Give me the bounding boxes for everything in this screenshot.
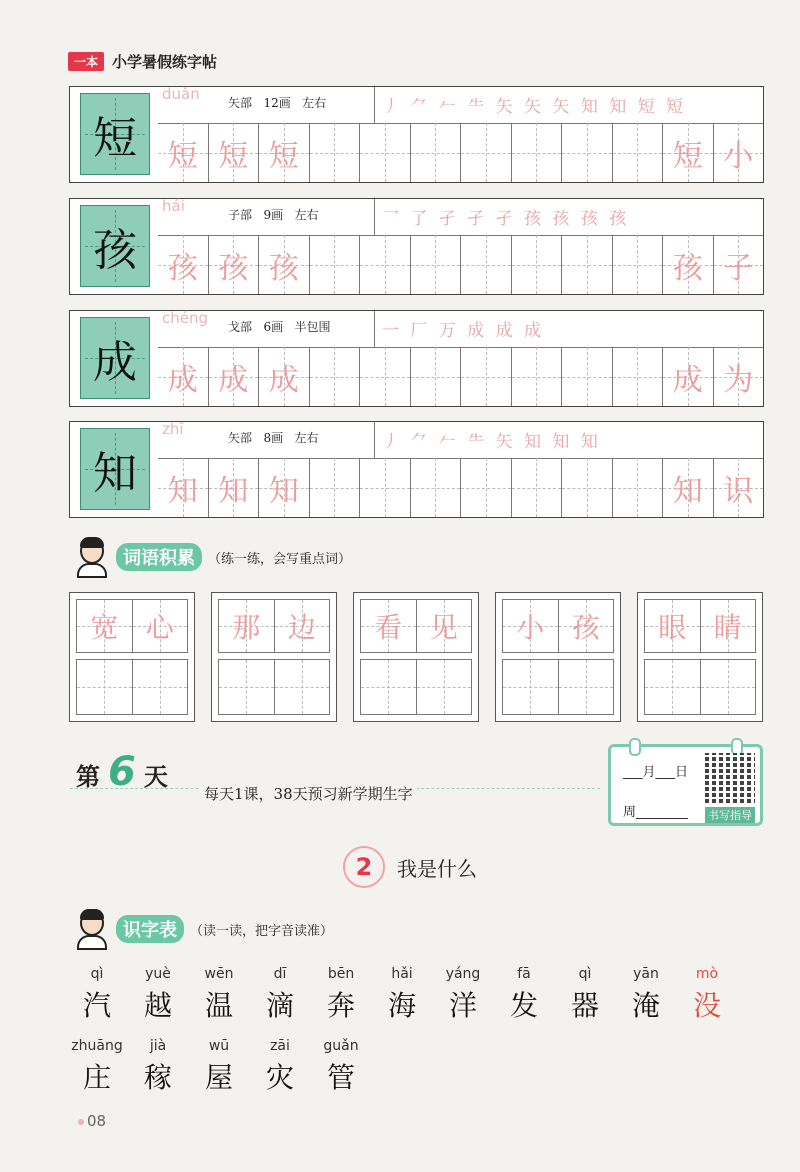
pinyin: hǎi — [391, 966, 413, 982]
writing-cell[interactable] — [275, 659, 331, 715]
writing-cell[interactable] — [158, 347, 208, 406]
literacy-section-header — [72, 908, 333, 950]
literacy-character — [306, 1038, 376, 1096]
literacy-character — [184, 966, 254, 1024]
pinyin: wēn — [204, 966, 234, 982]
boy-mascot-icon — [72, 908, 112, 950]
trace-word-character: 为 — [723, 362, 754, 398]
pinyin: yān — [633, 966, 659, 982]
literacy-label: 识字表 — [116, 915, 184, 943]
trace-word-character: 子 — [723, 250, 754, 286]
writing-cell[interactable] — [713, 458, 764, 517]
vocab-word-box — [353, 592, 479, 722]
pinyin: fā — [517, 966, 531, 982]
literacy-character — [306, 966, 376, 1024]
pinyin: jià — [149, 1038, 167, 1054]
trace-cell[interactable] — [644, 599, 701, 653]
literacy-character — [245, 1038, 315, 1096]
trace-character: 短 — [218, 138, 249, 174]
writing-cell[interactable] — [511, 347, 562, 406]
trace-word-character: 小 — [723, 138, 754, 174]
qr-code-icon[interactable] — [705, 753, 755, 803]
char-practice-card — [69, 198, 764, 295]
weekday-field: 周________ — [623, 805, 689, 820]
trace-character: 短 — [268, 138, 299, 174]
trace-character: 孩 — [571, 611, 600, 644]
writing-cell[interactable] — [359, 235, 410, 294]
stroke-order: 一 厂 万 成 成 成 — [382, 321, 545, 341]
character: 汽 — [82, 989, 111, 1022]
trace-word-character: 成 — [672, 362, 703, 398]
trace-cell[interactable] — [502, 599, 559, 653]
writing-cell[interactable] — [309, 347, 360, 406]
ring-icon — [629, 738, 641, 756]
vocab-label: 词语积累 — [116, 543, 202, 571]
vocab-word-box — [69, 592, 195, 722]
radical-strokes-structure: 矢部 12画 左右 — [228, 96, 327, 110]
writing-cell[interactable] — [360, 659, 417, 715]
character: 器 — [570, 989, 599, 1022]
writing-cell[interactable] — [612, 235, 663, 294]
vocab-word-box — [637, 592, 763, 722]
writing-cell[interactable] — [559, 659, 615, 715]
writing-cell[interactable] — [612, 347, 663, 406]
trace-character: 知 — [268, 473, 299, 509]
model-character: 成 — [80, 317, 150, 399]
model-character: 孩 — [80, 205, 150, 287]
writing-cell[interactable] — [208, 235, 259, 294]
trace-cell[interactable] — [559, 599, 615, 653]
writing-cell[interactable] — [133, 659, 189, 715]
writing-cell[interactable] — [561, 458, 612, 517]
pinyin: yuè — [145, 966, 171, 982]
char-info-row — [158, 311, 763, 348]
book-title: 小学暑假练字帖 — [112, 52, 218, 71]
writing-grid — [158, 123, 763, 182]
radical-strokes-structure: 戈部 6画 半包围 — [228, 320, 331, 334]
char-practice-card — [69, 421, 764, 518]
stroke-order: 乛 了 孑 孑 孑 孩 孩 孩 孩 — [382, 209, 630, 229]
trace-cell[interactable] — [360, 599, 417, 653]
pinyin: dī — [273, 966, 287, 982]
writing-cell[interactable] — [417, 659, 473, 715]
trace-character: 孩 — [167, 250, 198, 286]
writing-cell[interactable] — [662, 347, 713, 406]
date-field: ___月___日 — [623, 765, 689, 780]
character: 滴 — [265, 989, 294, 1022]
trace-character: 睛 — [713, 611, 742, 644]
writing-cell[interactable] — [511, 123, 562, 182]
trace-character: 看 — [374, 611, 403, 644]
writing-cell[interactable] — [359, 458, 410, 517]
trace-character: 见 — [429, 611, 458, 644]
character: 淹 — [631, 989, 660, 1022]
trace-word-character: 孩 — [672, 250, 703, 286]
pinyin: duǎn — [162, 85, 200, 103]
trace-character: 那 — [232, 611, 261, 644]
writing-cell[interactable] — [410, 458, 461, 517]
writing-cell[interactable] — [309, 235, 360, 294]
vocab-word-box — [211, 592, 337, 722]
trace-cell[interactable] — [417, 599, 473, 653]
pinyin: zāi — [270, 1038, 290, 1054]
day-number: 6 — [108, 749, 136, 795]
char-info-row — [158, 422, 763, 459]
trace-cell[interactable] — [133, 599, 189, 653]
character: 灾 — [265, 1061, 294, 1094]
writing-cell[interactable] — [460, 347, 511, 406]
writing-cell[interactable] — [258, 347, 309, 406]
literacy-character — [184, 1038, 254, 1096]
character: 越 — [143, 989, 172, 1022]
character: 温 — [204, 989, 233, 1022]
literacy-character — [123, 1038, 193, 1096]
radical-strokes-structure: 矢部 8画 左右 — [228, 431, 319, 445]
character: 没 — [692, 989, 721, 1022]
character: 洋 — [448, 989, 477, 1022]
writing-cell[interactable] — [662, 235, 713, 294]
trace-character: 孩 — [218, 250, 249, 286]
literacy-character — [62, 1038, 132, 1096]
writing-cell[interactable] — [561, 123, 612, 182]
writing-cell[interactable] — [258, 235, 309, 294]
pinyin: hái — [162, 197, 185, 215]
char-practice-card — [69, 310, 764, 407]
vocab-word-box — [495, 592, 621, 722]
writing-cell[interactable] — [713, 235, 764, 294]
pinyin: qì — [578, 966, 592, 982]
writing-cell[interactable] — [561, 347, 612, 406]
writing-grid — [158, 235, 763, 294]
writing-cell[interactable] — [612, 458, 663, 517]
character: 屋 — [204, 1061, 233, 1094]
writing-cell[interactable] — [218, 659, 275, 715]
writing-cell[interactable] — [208, 123, 259, 182]
lesson-name: 我是什么 — [397, 856, 477, 881]
writing-cell[interactable] — [410, 347, 461, 406]
stroke-order: 丿 ⺈ 𠂉 ⺧ 矢 知 知 知 — [382, 432, 601, 452]
writing-cell[interactable] — [359, 123, 410, 182]
writing-cell[interactable] — [713, 123, 764, 182]
day-subtitle: 每天1课，38天预习新学期生字 — [200, 783, 417, 804]
char-info-row — [158, 87, 763, 124]
writing-cell[interactable] — [612, 123, 663, 182]
page-header — [68, 50, 217, 72]
trace-cell[interactable] — [76, 599, 133, 653]
pinyin: zhī — [162, 420, 184, 438]
writing-cell[interactable] — [410, 235, 461, 294]
pinyin: zhuāng — [71, 1038, 123, 1054]
writing-cell[interactable] — [258, 123, 309, 182]
pinyin: wū — [208, 1038, 230, 1054]
char-info-row — [158, 199, 763, 236]
writing-cell[interactable] — [713, 347, 764, 406]
literacy-character — [245, 966, 315, 1024]
literacy-character — [428, 966, 498, 1024]
pinyin: mò — [695, 966, 719, 982]
pinyin: guǎn — [323, 1038, 359, 1054]
writing-cell[interactable] — [511, 235, 562, 294]
pinyin: yáng — [445, 966, 481, 982]
character: 管 — [326, 1061, 355, 1094]
model-character: 知 — [80, 428, 150, 510]
pinyin: bēn — [327, 966, 355, 982]
writing-cell[interactable] — [410, 123, 461, 182]
trace-character: 眼 — [658, 611, 687, 644]
date-calendar — [608, 744, 763, 826]
trace-cell[interactable] — [275, 599, 331, 653]
trace-word-character: 短 — [672, 138, 703, 174]
trace-character: 宽 — [90, 611, 119, 644]
writing-grid — [158, 347, 763, 406]
writing-cell[interactable] — [561, 235, 612, 294]
writing-cell[interactable] — [309, 123, 360, 182]
trace-cell[interactable] — [701, 599, 757, 653]
character: 稼 — [143, 1061, 172, 1094]
literacy-subtitle: （读一读，把字音读准） — [190, 923, 334, 939]
writing-cell[interactable] — [158, 235, 208, 294]
writing-cell[interactable] — [309, 458, 360, 517]
qr-label: 书写指导 — [705, 807, 755, 823]
writing-cell[interactable] — [208, 347, 259, 406]
writing-cell[interactable] — [208, 458, 259, 517]
day-title: 第 6 天 — [76, 749, 168, 795]
trace-cell[interactable] — [218, 599, 275, 653]
lesson-number: 2 — [343, 846, 385, 888]
writing-cell[interactable] — [460, 123, 511, 182]
writing-cell[interactable] — [701, 659, 757, 715]
page-number: 08 — [78, 1112, 106, 1130]
literacy-character — [672, 966, 742, 1024]
trace-character: 成 — [268, 362, 299, 398]
writing-cell[interactable] — [76, 659, 133, 715]
boy-mascot-icon — [72, 536, 112, 578]
series-badge: 一本 — [68, 52, 104, 71]
trace-character: 成 — [167, 362, 198, 398]
model-character: 短 — [80, 93, 150, 175]
radical-strokes-structure: 子部 9画 左右 — [228, 208, 319, 222]
character: 发 — [509, 989, 538, 1022]
literacy-character — [550, 966, 620, 1024]
trace-character: 知 — [167, 473, 198, 509]
lesson-title — [343, 846, 477, 888]
character: 海 — [387, 989, 416, 1022]
trace-word-character: 识 — [723, 473, 754, 509]
trace-character: 小 — [516, 611, 545, 644]
writing-cell[interactable] — [158, 458, 208, 517]
trace-character: 短 — [167, 138, 198, 174]
writing-cell[interactable] — [258, 458, 309, 517]
writing-cell[interactable] — [460, 458, 511, 517]
vocab-subtitle: （练一练，会写重点词） — [208, 551, 352, 567]
stroke-order: 丿 ⺈ 𠂉 ⺧ 矢 矢 矢 知 知 短 短 — [382, 97, 687, 117]
trace-character: 边 — [287, 611, 316, 644]
trace-character: 成 — [218, 362, 249, 398]
writing-cell[interactable] — [158, 123, 208, 182]
literacy-character — [489, 966, 559, 1024]
writing-grid — [158, 458, 763, 517]
literacy-character — [367, 966, 437, 1024]
writing-cell[interactable] — [511, 458, 562, 517]
character: 庄 — [82, 1061, 111, 1094]
char-practice-card — [69, 86, 764, 183]
writing-cell[interactable] — [644, 659, 701, 715]
writing-cell[interactable] — [502, 659, 559, 715]
writing-cell[interactable] — [662, 458, 713, 517]
vocab-section-header — [72, 536, 351, 578]
writing-cell[interactable] — [662, 123, 713, 182]
literacy-character — [62, 966, 132, 1024]
trace-character: 知 — [218, 473, 249, 509]
writing-cell[interactable] — [460, 235, 511, 294]
pinyin: chéng — [162, 309, 209, 327]
literacy-character — [123, 966, 193, 1024]
trace-character: 心 — [145, 611, 174, 644]
trace-word-character: 知 — [672, 473, 703, 509]
writing-cell[interactable] — [359, 347, 410, 406]
pinyin: qì — [90, 966, 104, 982]
literacy-character — [611, 966, 681, 1024]
character: 奔 — [326, 989, 355, 1022]
trace-character: 孩 — [268, 250, 299, 286]
